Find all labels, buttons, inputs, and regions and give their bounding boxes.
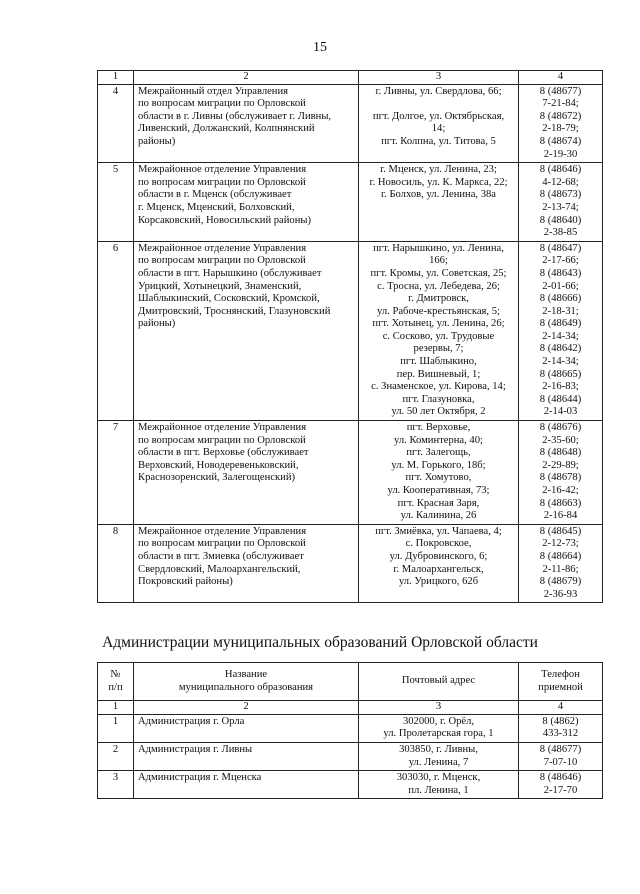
office-address-line: пгт. Красная Заря, (397, 497, 480, 509)
office-name-line: области в г. Мценск (обслуживает (138, 189, 292, 201)
office-phone-line: 8 (48640) (539, 214, 582, 226)
office-phone-line: 8 (48649) (539, 318, 582, 330)
office-name-line: Свердловский, Малоархангельский, (138, 563, 301, 575)
office-name (134, 524, 359, 603)
office-phone (519, 524, 603, 603)
office-phone-line: 2-18-31; (542, 305, 579, 317)
office-name (134, 84, 359, 163)
office-name (134, 421, 359, 525)
office-phone-line: 2-38-85 (543, 227, 578, 239)
page-number: 15 (313, 40, 327, 55)
municipality-name: Администрация г. Ливны (134, 742, 359, 770)
office-name-line: Межрайонное отделение Управления (138, 242, 307, 254)
table-row (98, 163, 603, 242)
column-header-line: муниципального образования (178, 681, 314, 693)
column-header (134, 663, 359, 701)
municipality-name: Администрация г. Мценска (134, 771, 359, 799)
office-phone-line: 8 (48679) (539, 576, 582, 588)
office-address-line: ул. Дубровинского, 6; (389, 550, 488, 562)
office-phone-line: 2-19-30 (543, 148, 578, 160)
office-phone-line: 2-14-03 (543, 406, 578, 418)
column-index-cell: 1 (98, 701, 134, 715)
office-address-line: 14; (431, 123, 446, 135)
column-header (98, 663, 134, 701)
office-phone-line: 2-12-73; (542, 538, 579, 550)
office-name-line: Межрайонное отделение Управления (138, 525, 307, 537)
column-header-line: приемной (538, 681, 583, 693)
row-number: 8 (98, 524, 134, 603)
office-name-line: Покровский районы) (138, 576, 233, 588)
column-index-cell: 4 (519, 701, 603, 715)
municipality-phone (519, 742, 603, 770)
office-phone-line: 2-11-86; (542, 563, 579, 575)
office-name-line: Корсаковский, Новосильский районы) (138, 214, 312, 226)
office-phone (519, 241, 603, 420)
office-phone-line: 8 (48674) (539, 135, 582, 147)
office-phone-line: 7-21-84; (542, 98, 579, 110)
office-address-line: пгт. Кромы, ул. Советская, 25; (370, 267, 507, 279)
table-row (98, 771, 603, 799)
municipality-address (359, 714, 519, 742)
office-name-line: Краснозоренский, Залегощенский) (138, 472, 296, 484)
office-name-line: Межрайонное отделение Управления (138, 422, 307, 434)
column-header-line: Название (224, 669, 268, 680)
column-header-line: п/п (108, 681, 123, 693)
office-address-line: ул. Рабоче-крестьянская, 5; (377, 305, 500, 317)
office-phone-line: 2-13-74; (542, 201, 579, 213)
office-phone-line: 4-12-68; (542, 176, 579, 188)
office-phone-line: 8 (48645) (539, 525, 582, 537)
table-row (98, 742, 603, 770)
column-header-line: Почтовый адрес (401, 675, 476, 687)
office-phone-line: 2-35-60; (542, 434, 579, 446)
row-number: 1 (98, 714, 134, 742)
municipality-address-line: 302000, г. Орёл, (402, 715, 475, 727)
row-number: 7 (98, 421, 134, 525)
office-phone-line: 8 (48644) (539, 393, 582, 405)
office-address-line: пгт. Долгое, ул. Октябрьская, (372, 110, 505, 122)
office-name-line: по вопросам миграции по Орловской (138, 255, 306, 267)
office-name (134, 163, 359, 242)
office-address-line: г. Новосиль, ул. К. Маркса, 22; (369, 176, 508, 188)
office-address-line: резервы, 7; (413, 343, 464, 355)
office-phone-line: 8 (48677) (539, 85, 582, 97)
row-number: 4 (98, 84, 134, 163)
table-row (98, 714, 603, 742)
office-phone-line: 8 (48664) (539, 550, 582, 562)
office-address-line: 166; (429, 255, 448, 267)
section-title: Администрации муниципальных образований Орловской области (102, 634, 538, 651)
office-phone-line: 2-36-93 (543, 588, 578, 600)
office-name-line: Урицкий, Хотынецкий, Знаменский, (138, 280, 302, 292)
office-name-line: районы) (138, 318, 176, 330)
column-header-line: Телефон (541, 669, 580, 680)
office-name-line: Ливенский, Должанский, Колпнянский (138, 123, 315, 135)
office-address-line: ул. 50 лет Октября, 2 (391, 406, 486, 418)
office-phone (519, 163, 603, 242)
office-address-line: пгт. Верховье, (406, 422, 471, 434)
column-index-cell: 2 (134, 701, 359, 715)
office-address-line: с. Тросна, ул. Лебедева, 26; (377, 280, 500, 292)
office-name-line: Шаблыкинский, Сосковский, Кромской, (138, 293, 320, 305)
office-phone-line: 8 (48648) (539, 447, 582, 459)
office-name-line: области в пгт. Змиевка (обслуживает (138, 550, 304, 562)
office-phone-line: 2-16-83; (542, 381, 579, 393)
office-address (359, 84, 519, 163)
office-address-line: с. Сосково, ул. Трудовые (382, 330, 495, 342)
column-header (519, 663, 603, 701)
column-header-line: № (110, 669, 121, 680)
office-phone-line: 2-18-79; (542, 123, 579, 135)
migration-offices-table (97, 70, 603, 603)
municipality-phone (519, 771, 603, 799)
municipal-administrations-table (97, 662, 603, 799)
office-address-line: пгт. Глазуновка, (402, 393, 475, 405)
office-phone-line: 8 (48642) (539, 343, 582, 355)
municipality-phone-line: 433-312 (542, 728, 579, 740)
office-name-line: по вопросам миграции по Орловской (138, 176, 306, 188)
office-address (359, 524, 519, 603)
office-address-line: пер. Вишневый, 1; (396, 368, 481, 380)
row-number: 2 (98, 742, 134, 770)
municipality-name: Администрация г. Орла (134, 714, 359, 742)
office-name-line: области в г. Ливны (обслуживает г. Ливны, (138, 110, 332, 122)
row-number: 6 (98, 241, 134, 420)
office-phone-line: 2-16-42; (542, 485, 579, 496)
office-phone-line: 2-29-89; (542, 459, 579, 471)
municipality-address-line: 303850, г. Ливны, (399, 743, 478, 755)
column-header (359, 663, 519, 701)
municipality-phone-line: 8 (48677) (539, 743, 582, 755)
office-address-line: ул. Кооперативная, 73; (387, 485, 490, 496)
column-index-cell: 2 (134, 71, 359, 85)
office-address-line: пгт. Хомутово, (405, 472, 472, 484)
office-address-line: г. Ливны, ул. Свердлова, 66; (375, 85, 502, 97)
office-name-line: районы) (138, 135, 176, 147)
office-address-line (363, 98, 514, 111)
municipality-address (359, 771, 519, 799)
office-name-line: Верховский, Новодеревеньковский, (138, 459, 299, 471)
office-phone-line: 2-01-66; (542, 280, 579, 292)
office-address-line: пгт. Залегощь, (406, 447, 471, 459)
column-index-cell: 3 (359, 701, 519, 715)
office-phone-line: 8 (48646) (539, 164, 582, 176)
office-phone (519, 84, 603, 163)
office-phone-line: 8 (48672) (539, 110, 582, 122)
row-number: 5 (98, 163, 134, 242)
office-phone (519, 421, 603, 525)
office-address-line: ул. М. Горького, 18б; (391, 459, 486, 471)
office-address-line: с. Знаменское, ул. Кирова, 14; (371, 381, 506, 393)
office-name-line: Дмитровский, Троснянский, Глазуновский (138, 305, 331, 317)
column-header-row (98, 663, 603, 701)
office-phone-line: 8 (48665) (539, 368, 582, 380)
table-row (98, 421, 603, 525)
office-address-line: пгт. Змиёвка, ул. Чапаева, 4; (375, 525, 502, 537)
column-index-cell: 4 (519, 71, 603, 85)
office-name-line: Межрайонное отделение Управления (138, 164, 307, 176)
office-address-line: г. Мценск, ул. Ленина, 23; (380, 164, 497, 176)
office-address-line: с. Покровское, (405, 538, 472, 550)
office-address-line: ул. Коминтерна, 40; (394, 434, 483, 446)
table-row (98, 524, 603, 603)
office-name-line: Межрайонный отдел Управления (138, 85, 289, 97)
office-phone-line: 2-17-66; (542, 255, 579, 267)
table-index-row (98, 701, 603, 715)
office-phone-line: 8 (48666) (539, 293, 582, 305)
office-address-line: ул. Урицкого, 62б (398, 576, 479, 588)
office-address-line: г. Малоархангельск, (393, 563, 484, 575)
office-address-line: пгт. Нарышкино, ул. Ленина, (373, 242, 504, 254)
row-number: 3 (98, 771, 134, 799)
office-address (359, 421, 519, 525)
office-phone-line: 8 (48676) (539, 422, 582, 434)
municipality-address-line: ул. Ленина, 7 (408, 756, 469, 768)
municipality-address (359, 742, 519, 770)
column-index-cell: 1 (98, 71, 134, 85)
office-name-line: г. Мценск, Мценский, Болховский, (138, 201, 295, 213)
municipality-address-line: 303030, г. Мценск, (396, 772, 481, 784)
office-phone-line: 2-14-34; (542, 330, 579, 342)
table-row (98, 84, 603, 163)
office-name (134, 241, 359, 420)
office-address-line: г. Болхов, ул. Ленина, 38а (381, 189, 496, 201)
office-name-line: области в пгт. Верховье (обслуживает (138, 447, 309, 459)
table-header-row (98, 71, 603, 85)
office-name-line: по вопросам миграции по Орловской (138, 538, 306, 550)
office-name-line: по вопросам миграции по Орловской (138, 434, 306, 446)
office-phone-line: 8 (48673) (539, 189, 582, 201)
office-phone-line: 8 (48663) (539, 497, 582, 509)
office-name-line: области в пгт. Нарышкино (обслуживает (138, 267, 322, 279)
office-address-line: г. Дмитровск, (408, 293, 469, 305)
municipality-phone-line: 8 (4862) (542, 715, 579, 727)
office-phone-line: 8 (48647) (539, 242, 582, 254)
office-address (359, 241, 519, 420)
office-address-line: пгт. Шаблыкино, (400, 356, 477, 368)
municipality-phone (519, 714, 603, 742)
column-index-cell: 3 (359, 71, 519, 85)
municipality-phone-line: 8 (48646) (539, 772, 582, 784)
office-name-line: по вопросам миграции по Орловской (138, 98, 306, 110)
office-address-line: пгт. Хотынец, ул. Ленина, 26; (372, 318, 505, 330)
municipality-address-line: пл. Ленина, 1 (408, 784, 469, 796)
office-phone-line: 2-16-84 (543, 510, 578, 522)
office-address-line: ул. Калинина, 26 (400, 510, 477, 522)
municipality-phone-line: 2-17-70 (543, 784, 578, 796)
municipality-address-line: ул. Пролетарская гора, 1 (383, 728, 494, 740)
office-address (359, 163, 519, 242)
office-address-line: пгт. Колпна, ул. Титова, 5 (381, 135, 496, 147)
office-phone-line: 2-14-34; (542, 356, 579, 368)
table-row (98, 241, 603, 420)
office-phone-line: 8 (48678) (539, 472, 582, 484)
municipality-phone-line: 7-07-10 (543, 756, 578, 768)
office-phone-line: 8 (48643) (539, 267, 582, 279)
